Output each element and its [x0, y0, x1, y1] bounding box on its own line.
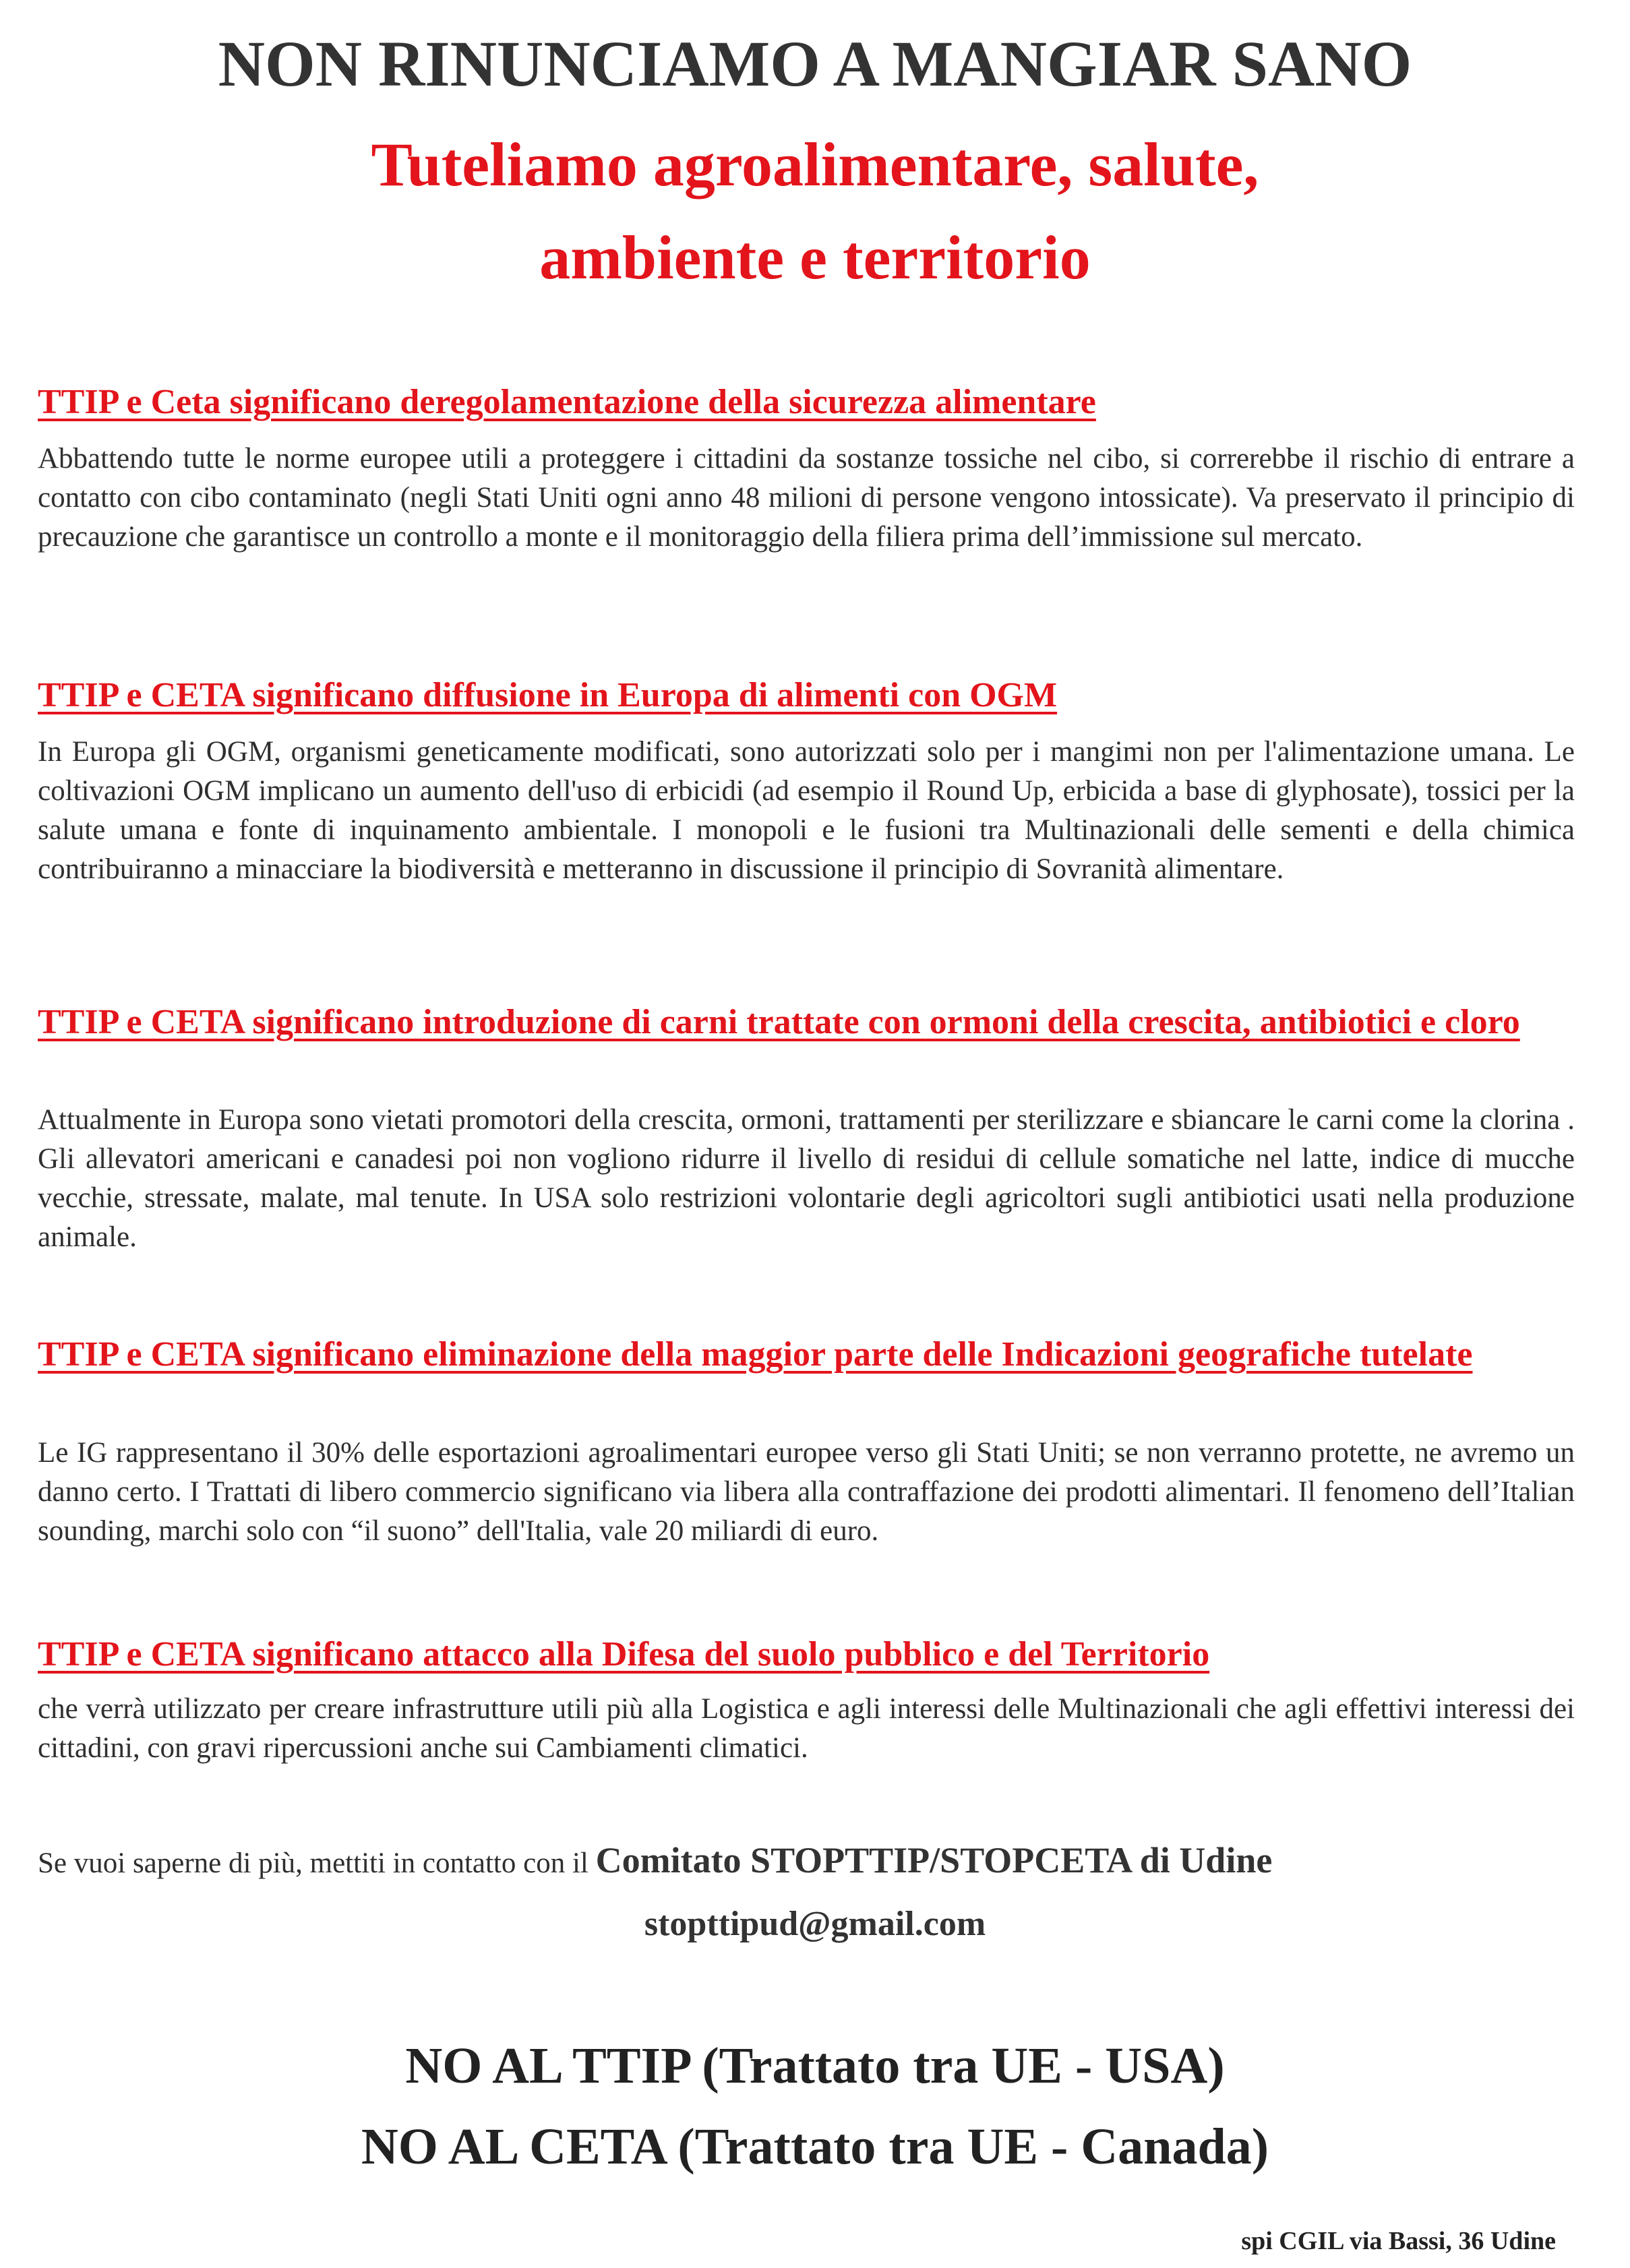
section-body-ogm: In Europa gli OGM, organismi geneticamente modificati, sono autorizzati solo per i mangimi non per l'alimentazione umana. Le coltivazioni OGM implicano un aumento dell'uso di erbicidi (ad esempio il Round Up, erbicida a base di glyphosate), tossici per la salute umana e fonte di inquinamento ambientale. I monopoli e le fusioni tra Multinazionali delle sementi e della chimica contribuiranno a minacciare la biodiversità e metteranno in discussione il principio di Sovranità alimentare. [38, 736, 1575, 885]
closing-slogan-ttip: NO AL TTIP (Trattato tra UE - USA) [405, 2037, 1225, 2094]
section-heading-geographic-indications: TTIP e CETA significano eliminazione della maggior parte delle Indicazioni geografiche tutelate [38, 1335, 1473, 1374]
contact-email: stopttipud@gmail.com [644, 1905, 986, 1943]
contact-text: Se vuoi saperne di più, mettiti in contatto con il [38, 1847, 596, 1879]
section-heading-public-land: TTIP e CETA significano attacco alla Difesa del suolo pubblico e del Territorio [38, 1635, 1210, 1674]
subtitle-line-1: Tuteliamo agroalimentare, salute, [371, 130, 1259, 199]
section-body-public-land: che verrà utilizzato per creare infrastrutture utili più alla Logistica e agli interessi delle Multinazionali che agli effettivi interessi dei cittadini, con gravi ripercussioni anche sui Cambiamenti climatici. [38, 1693, 1575, 1764]
page-title: NON RINUNCIAMO A MANGIAR SANO [218, 28, 1412, 100]
subtitle-line-2: ambiente e territorio [539, 223, 1091, 292]
section-heading-food-safety: TTIP e Ceta significano deregolamentazione della sicurezza alimentare [38, 383, 1096, 421]
section-body-food-safety: Abbattendo tutte le norme europee utili a proteggere i cittadini da sostanze tossiche nel cibo, si correrebbe il rischio di entrare a contatto con cibo contaminato (negli Stati Uniti ogni anno 48 milioni di persone vengono intossicate). Va preservato il principio di precauzione che garantisce un controllo a monte e il monitoraggio della filiera prima dell’immissione sul mercato. [38, 443, 1575, 553]
section-body-hormones: Attualmente in Europa sono vietati promotori della crescita, ormoni, trattamenti per sterilizzare e sbiancare le carni come la clorina . Gli allevatori americani e canadesi poi non vogliono ridurre il livello di residui di cellule somatiche nel latte, indice di mucche vecchie, stressate, malate, mal tenute. In USA solo restrizioni volontarie degli agricoltori sugli antibiotici usati nella produzione animale. [38, 1104, 1575, 1253]
closing-slogan-ceta: NO AL CETA (Trattato tra UE - Canada) [361, 2118, 1269, 2175]
contact-line [38, 1833, 1588, 1897]
contact-organization: Comitato STOPTTIP/STOPCETA di Udine [595, 1840, 1273, 1880]
footer-address: spi CGIL via Bassi, 36 Udine [1241, 2227, 1556, 2255]
section-heading-hormones: TTIP e CETA significano introduzione di carni trattate con ormoni della crescita, antibiotici e cloro [38, 1003, 1520, 1041]
section-heading-ogm: TTIP e CETA significano diffusione in Europa di alimenti con OGM [38, 676, 1058, 714]
section-body-geographic-indications: Le IG rappresentano il 30% delle esportazioni agroalimentari europee verso gli Stati Uniti; se non verranno protette, ne avremo un danno certo. I Trattati di libero commercio significano via libera alla contraffazione dei prodotti alimentari. Il fenomeno dell’Italian sounding, marchi solo con “il suono” dell'Italia, vale 20 miliardi di euro. [38, 1437, 1575, 1547]
page-subtitle [0, 118, 1630, 304]
